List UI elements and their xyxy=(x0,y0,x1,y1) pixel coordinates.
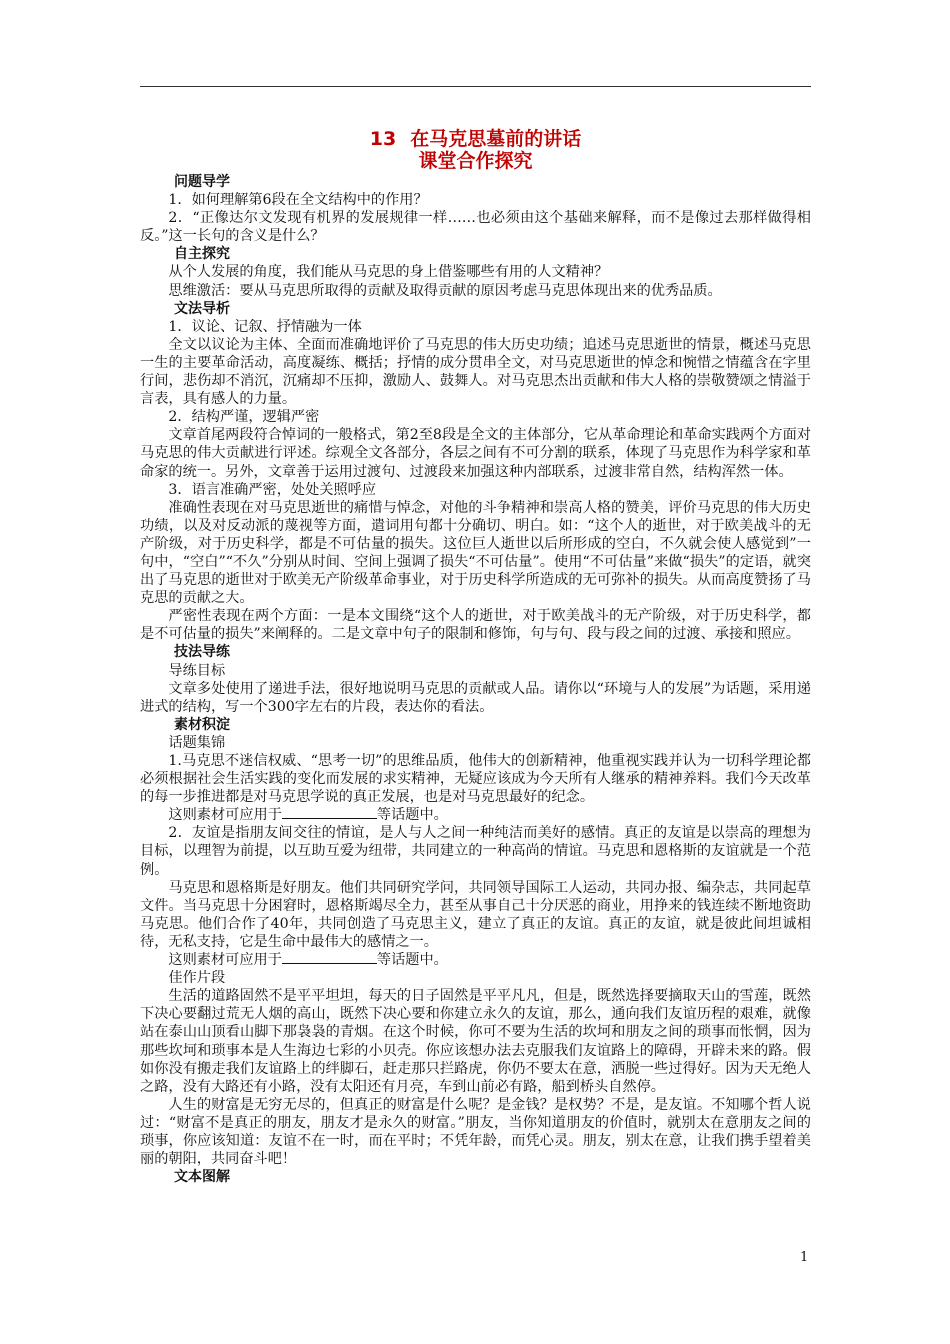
page-number: 1 xyxy=(800,1250,809,1265)
paragraph: 2．结构严谨，逻辑严密 xyxy=(168,409,320,426)
header-rule xyxy=(140,86,811,87)
lesson-number: 13 xyxy=(369,128,397,150)
document-body xyxy=(140,128,811,1186)
section-subtitle: 课堂合作探究 xyxy=(418,150,533,172)
paragraph: 文章首尾两段符合悼词的一般格式，第2至8段是全文的主体部分，它从革命理论和革命实践两个方面对马克思的伟大贡献进行评述。综观全文各部分，各层之间有不可分割的联系，体现了马克思作为科学家和革命家的统一。另外，文章善于运用过渡句、过渡段来加强这种内部联系，过渡非常自然，结构浑然一体。 xyxy=(140,427,811,480)
paragraph: 思维激活：要从马克思所取得的贡献及取得贡献的原因考虑马克思体现出来的优秀品质。 xyxy=(168,282,722,299)
answer-blank[interactable] xyxy=(282,806,377,819)
paragraph: 3．语言准确严密，处处关照呼应 xyxy=(168,481,377,498)
lesson-title-text: 在马克思墓前的讲话 xyxy=(410,128,582,150)
paragraph: 话题集锦 xyxy=(168,734,226,751)
paragraph: 文章多处使用了递进手法，很好地说明马克思的贡献或人品。请你以“环境与人的发展”为话题，采用递进式的结构，写一个300字左右的片段，表达你的看法。 xyxy=(140,680,811,715)
paragraph: 生活的道路固然不是平平坦坦，每天的日子固然是平平凡凡，但是，既然选择要摘取天山的雪莲，既然下决心要翻过荒无人烟的高山，既然下决心要和你建立永久的友谊，那么，通向我们友谊历程的艰难，就像站在泰山山顶看山脚下那袅袅的青烟。在这个时候，你可不要为生活的坎坷和朋友之间的琐事而怅惘，因为那些坎坷和琐事本是人生海边七彩的小贝壳。你应该想办法去克服我们友谊路上的障碍，开辟未来的路。假如你没有搬走我们友谊路上的绊脚石，赶走那只拦路虎，你仍不要太在意，洒脱一些过得好。因为天无绝人之路，没有大路还有小路，没有太阳还有月亮，车到山前必有路，船到桥头自然停。 xyxy=(140,988,811,1095)
fill-blank-line: 这则素材可应用于 等话题中。 xyxy=(168,807,448,824)
paragraph: 从个人发展的角度，我们能从马克思的身上借鉴哪些有用的人文精神？ xyxy=(168,264,609,281)
heading-wenfa: 文法导析 xyxy=(174,300,230,317)
heading-wenben: 文本图解 xyxy=(174,1169,230,1186)
paragraph: 1．如何理解第6段在全文结构中的作用？ xyxy=(168,192,428,209)
heading-wenti: 问题导学 xyxy=(174,174,230,190)
paragraph: 2．友谊是指朋友间交往的情谊，是人与人之间一种纯洁而美好的感情。真正的友谊是以崇高的理想为目标，以理智为前提，以互助互爱为纽带，共同建立的一种高尚的情谊。马克思和恩格斯的友谊就是一个范例。 xyxy=(140,825,811,878)
paragraph: 1．议论、记叙、抒情融为一体 xyxy=(168,318,362,335)
paragraph: 全文以议论为主体、全面而准确地评价了马克思的伟大历史功绩；追述马克思逝世的情景，概述马克思一生的主要革命活动，高度凝练、概括；抒情的成分贯串全文，对马克思逝世的悼念和惋惜之情蕴含在字里行间，悲伤却不消沉，沉痛却不压抑，激励人、鼓舞人。对马克思杰出贡献和伟大人格的崇敬赞颂之情溢于言表，具有感人的力量。 xyxy=(140,336,811,408)
lesson-title xyxy=(140,128,811,150)
heading-sucai: 素材积淀 xyxy=(174,716,230,733)
heading-jifa: 技法导练 xyxy=(174,644,230,661)
paragraph: 导练目标 xyxy=(168,662,226,679)
answer-blank[interactable] xyxy=(282,951,377,964)
fill-blank-line: 这则素材可应用于 等话题中。 xyxy=(168,952,448,969)
paragraph: 准确性表现在对马克思逝世的痛惜与悼念，对他的斗争精神和崇高人格的赞美，评价马克思的伟大历史功绩，以及对反动派的蔑视等方面，遣词用句都十分确切、明白。如：“这个人的逝世，对于欧美战斗的无产阶级，对于历史科学，都是不可估量的损失。这位巨人逝世以后所形成的空白，不久就会使人感觉到”一句中，“空白”“不久”分别从时间、空间上强调了损失“不可估量”。使用“不可估量”来做“损失”的定语，就突出了马克思的逝世对于欧美无产阶级革命事业，对于历史科学所造成的无可弥补的损失。从而高度赞扬了马克思的贡献之大。 xyxy=(140,499,811,607)
paragraph: 马克思和恩格斯是好朋友。他们共同研究学问，共同领导国际工人运动，共同办报、编杂志，共同起草文件。当马克思十分困窘时，恩格斯竭尽全力，甚至从事自己十分厌恶的商业，用挣来的钱连续不断地资助马克思。他们合作了40年，共同创造了马克思主义，建立了真正的友谊。真正的友谊，就是彼此间坦诚相待，无私支持，它是生命中最伟大的感情之一。 xyxy=(140,879,811,950)
paragraph: 2．“正像达尔文发现有机界的发展规律一样……也必须由这个基础来解释，而不是像过去那样做得相反。”这一长句的含义是什么？ xyxy=(140,210,811,245)
paragraph: 1.马克思不迷信权威、“思考一切”的思维品质，他伟大的创新精神，他重视实践并认为一切科学理论都必须根据社会生活实践的变化而发展的求实精神，无疑应该成为今天所有人继承的精神养料。我们今天改革的每一步推进都是对马克思学说的真正发展，也是对马克思最好的纪念。 xyxy=(140,753,811,806)
paragraph: 人生的财富是无穷无尽的，但真正的财富是什么呢？是金钱？是权势？不是，是友谊。不知哪个哲人说过：“财富不是真正的朋友，朋友才是永久的财富。”朋友，当你知道朋友的价值时，就别太在意朋友之间的琐事，你应该知道：友谊不在一时，而在平时；不凭年龄，而凭心灵。朋友，别太在意，让我们携手望着美丽的朝阳，共同奋斗吧！ xyxy=(140,1096,811,1168)
paragraph: 严密性表现在两个方面：一是本文围绕“这个人的逝世，对于欧美战斗的无产阶级，对于历史科学，都是不可估量的损失”来阐释的。二是文章中句子的限制和修饰，句与句、段与段之间的过渡、承接和照应。 xyxy=(140,608,811,643)
heading-zizhu: 自主探究 xyxy=(174,246,230,263)
paragraph: 佳作片段 xyxy=(168,970,226,987)
